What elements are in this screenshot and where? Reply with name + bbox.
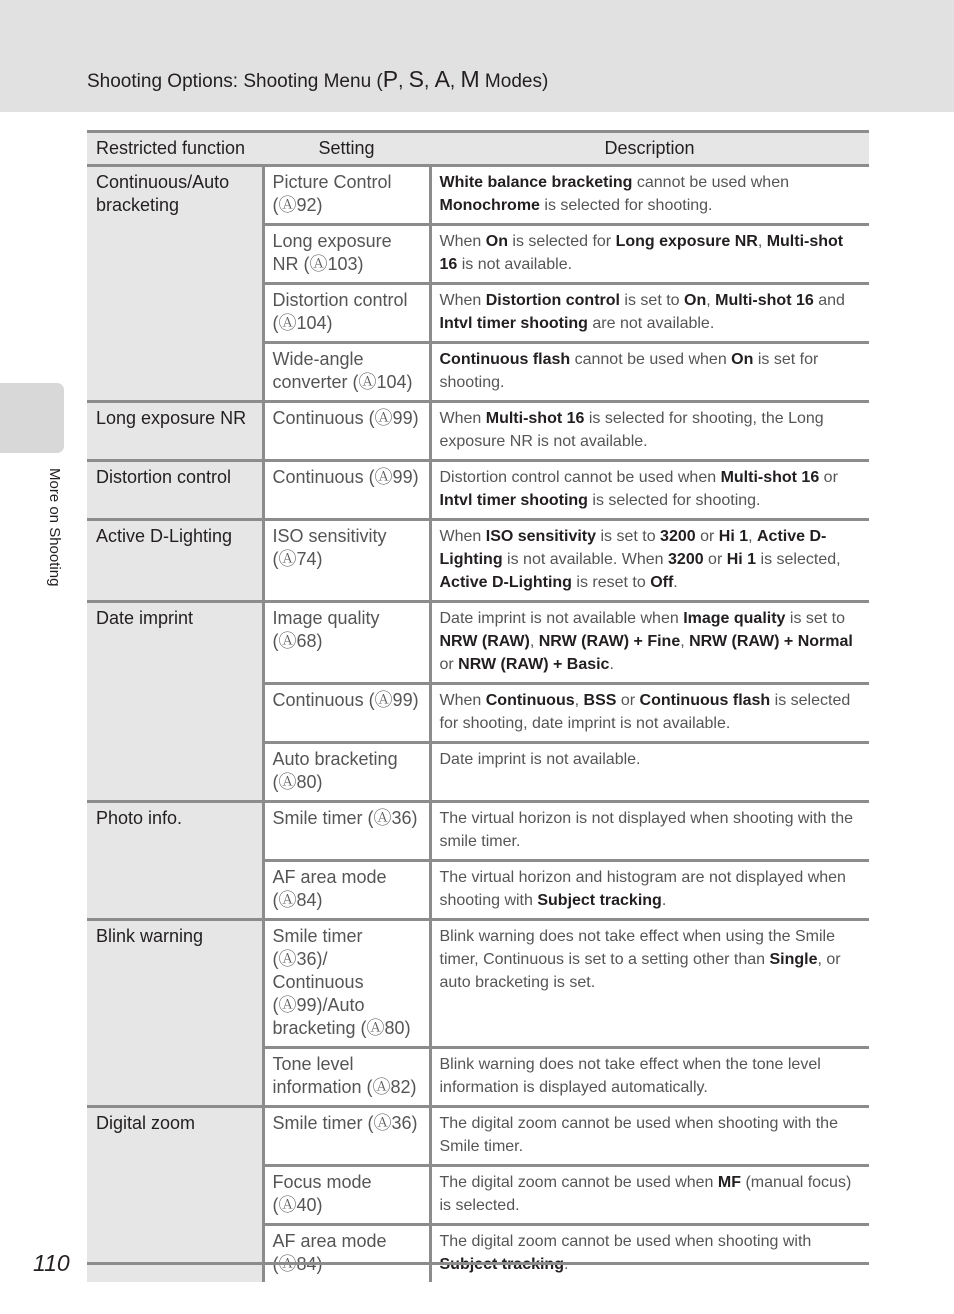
setting-cell: AF area mode <box>263 1225 430 1283</box>
description-text: is set to <box>596 528 661 545</box>
description-cell <box>430 520 869 602</box>
setting-cell: Auto bracketing (Ⓐ80) <box>263 743 430 802</box>
table-row <box>87 166 869 225</box>
description-text: or <box>439 656 459 673</box>
description-text: cannot be used when <box>570 351 732 368</box>
description-term: ISO sensitivity <box>485 528 597 545</box>
description-text: is selected for shooting, the Long exposure NR is not available. <box>439 410 824 450</box>
setting-cell: AF area mode (Ⓐ84) <box>263 861 430 920</box>
description-cell <box>430 166 869 225</box>
description-term: Hi 1 <box>718 528 749 545</box>
description-term: Off <box>650 574 674 591</box>
setting-cell: Wide-angle converter (Ⓐ104) <box>263 343 430 402</box>
header-band <box>0 0 954 112</box>
setting-cell: Image quality (Ⓐ68) <box>263 602 430 684</box>
description-text: When <box>439 692 486 709</box>
description-term: On <box>684 292 707 309</box>
table-bottom-rule <box>87 1262 869 1265</box>
description-cell <box>430 802 869 861</box>
description-text: The digital zoom cannot be used when shooting with the Smile timer. <box>439 1115 838 1155</box>
description-cell <box>430 461 869 520</box>
description-text: , <box>680 633 690 650</box>
description-term: Active D-Lighting <box>439 574 572 591</box>
header-title-prefix: Shooting Options: Shooting Menu ( <box>87 71 383 92</box>
restricted-function-cell: Long exposure NR <box>87 402 263 461</box>
mode-m-icon: M <box>460 66 480 92</box>
description-text: is not available. When <box>502 551 669 568</box>
description-text: , <box>706 292 716 309</box>
description-cell <box>430 743 869 802</box>
restrictions-table <box>87 133 869 1282</box>
description-text: Blink warning does not take effect when the tone level information is displayed automatically. <box>439 1056 821 1096</box>
description-cell <box>430 343 869 402</box>
description-term: Multi-shot 16 <box>715 292 814 309</box>
description-text: (manual focus) is selected. <box>439 1174 852 1214</box>
description-term: Distortion control <box>485 292 620 309</box>
description-term: BSS <box>583 692 617 709</box>
mode-a-icon: A <box>434 66 450 92</box>
page-header-title: Shooting Options: Shooting Menu (P, S, A, M Modes) <box>87 66 549 92</box>
description-term: Monochrome <box>439 197 540 214</box>
description-text: Date imprint is not available. <box>439 751 641 768</box>
description-term: Continuous <box>485 692 575 709</box>
description-term: Intvl timer shooting <box>439 315 588 332</box>
description-term: NRW (RAW) + Fine <box>538 633 681 650</box>
description-text: , <box>529 633 539 650</box>
setting-cell: Distortion control (Ⓐ104) <box>263 284 430 343</box>
description-term: Multi-shot 16 <box>720 469 820 486</box>
table-row <box>87 1107 869 1166</box>
description-text: is selected for shooting, date imprint is not available. <box>439 692 851 732</box>
description-text: are not available. <box>587 315 715 332</box>
description-text: or <box>703 551 727 568</box>
setting-cell: Smile timer (Ⓐ36) <box>263 802 430 861</box>
description-term: Multi-shot 16 <box>485 410 585 427</box>
section-side-tab <box>0 383 64 453</box>
description-text: Blink warning does not take effect when using the Smile timer, Continuous is set to a setting other than <box>439 928 835 968</box>
setting-cell: Continuous (Ⓐ99) <box>263 684 430 743</box>
description-term: On <box>731 351 754 368</box>
description-text: Distortion control cannot be used when <box>439 469 721 486</box>
restricted-function-cell: Distortion control <box>87 461 263 520</box>
setting-cell: Smile timer (Ⓐ36) <box>263 1107 430 1166</box>
description-text: . <box>673 574 678 591</box>
description-text: When <box>439 292 486 309</box>
description-text: The digital zoom cannot be used when <box>439 1174 718 1191</box>
restricted-function-cell: Blink warning <box>87 920 263 1107</box>
description-text: . <box>661 892 667 909</box>
description-text: When <box>439 233 486 250</box>
description-text: The digital zoom cannot be used when shooting with <box>439 1233 812 1250</box>
description-cell <box>430 225 869 284</box>
restricted-function-cell: Date imprint <box>87 602 263 802</box>
column-header-description: Description <box>430 133 869 166</box>
description-term: White balance bracketing <box>439 174 633 191</box>
setting-cell: Picture Control (Ⓐ92) <box>263 166 430 225</box>
setting-cell: Tone level information (Ⓐ82) <box>263 1048 430 1107</box>
description-text: is selected for <box>507 233 616 250</box>
description-term: Intvl timer shooting <box>439 492 588 509</box>
table-row <box>87 402 869 461</box>
description-text: The virtual horizon is not displayed when shooting with the smile timer. <box>439 810 854 850</box>
description-term: Continuous flash <box>439 351 571 368</box>
description-text: , <box>574 692 584 709</box>
description-cell <box>430 602 869 684</box>
description-term: 3200 <box>660 528 696 545</box>
description-term: Long exposure NR <box>615 233 758 250</box>
table-row <box>87 602 869 684</box>
description-cell <box>430 1107 869 1166</box>
description-text: , or auto bracketing is set. <box>439 951 841 991</box>
description-term: NRW (RAW) + Basic <box>458 656 610 673</box>
table-row <box>87 920 869 1048</box>
restricted-function-cell: Continuous/Auto bracketing <box>87 166 263 402</box>
description-text: is selected for shooting. <box>587 492 761 509</box>
column-header-setting: Setting <box>263 133 430 166</box>
setting-cell: Smile timer (Ⓐ36)/ Continuous (Ⓐ99)/Auto bracketing (Ⓐ80) <box>263 920 430 1048</box>
restricted-function-cell: Photo info. <box>87 802 263 920</box>
description-text: Date imprint is not available when <box>439 610 684 627</box>
description-text: is set for shooting. <box>439 351 819 391</box>
description-text: and <box>813 292 845 309</box>
mode-s-icon: S <box>408 66 424 92</box>
description-cell <box>430 1166 869 1225</box>
setting-cell: Continuous (Ⓐ99) <box>263 402 430 461</box>
description-term: Image quality <box>683 610 786 627</box>
description-term: NRW (RAW) + Normal <box>689 633 853 650</box>
description-term: Active D-Lighting <box>439 528 827 568</box>
setting-cell: Focus mode (Ⓐ40) <box>263 1166 430 1225</box>
description-text: or <box>819 469 838 486</box>
setting-cell: ISO sensitivity (Ⓐ74) <box>263 520 430 602</box>
description-text: is not available. <box>457 256 573 273</box>
description-text: When <box>439 410 486 427</box>
restricted-function-cell: Active D-Lighting <box>87 520 263 602</box>
description-text: The virtual horizon and histogram are not displayed when shooting with <box>439 869 846 909</box>
description-term: Hi 1 <box>726 551 757 568</box>
description-cell <box>430 920 869 1048</box>
description-text: or <box>695 528 719 545</box>
description-cell <box>430 402 869 461</box>
description-text: is set to <box>785 610 846 627</box>
page-number: 110 <box>33 1250 70 1276</box>
description-cell <box>430 861 869 920</box>
description-cell <box>430 684 869 743</box>
description-cell <box>430 1048 869 1107</box>
description-text: When <box>439 528 486 545</box>
description-term: Single <box>769 951 818 968</box>
description-term: Multi-shot 16 <box>439 233 844 273</box>
table-header-row <box>87 133 869 166</box>
description-term: NRW (RAW) <box>439 633 530 650</box>
description-text: is set to <box>619 292 684 309</box>
column-header-function: Restricted function <box>87 133 263 166</box>
setting-cell: Continuous (Ⓐ99) <box>263 461 430 520</box>
description-term: 3200 <box>668 551 704 568</box>
description-term: MF <box>717 1174 742 1191</box>
table-row <box>87 461 869 520</box>
description-cell <box>430 1225 869 1283</box>
description-term: Continuous flash <box>639 692 771 709</box>
header-title-suffix: Modes) <box>479 71 549 92</box>
description-text: , <box>757 233 767 250</box>
description-cell <box>430 284 869 343</box>
description-text: is selected, <box>756 551 841 568</box>
setting-cell: Long exposure NR (Ⓐ103) <box>263 225 430 284</box>
table-row <box>87 520 869 602</box>
section-side-label: More on Shooting <box>46 468 63 587</box>
description-text: is reset to <box>571 574 651 591</box>
description-text: or <box>616 692 640 709</box>
description-term: On <box>485 233 508 250</box>
mode-p-icon: P <box>382 66 399 92</box>
table-row <box>87 802 869 861</box>
description-text: , <box>748 528 757 545</box>
description-text: . <box>609 656 614 673</box>
description-text: cannot be used when <box>632 174 789 191</box>
restricted-function-cell: Digital zoom <box>87 1107 263 1283</box>
description-term: Subject tracking <box>537 892 662 909</box>
description-text: is selected for shooting. <box>539 197 713 214</box>
